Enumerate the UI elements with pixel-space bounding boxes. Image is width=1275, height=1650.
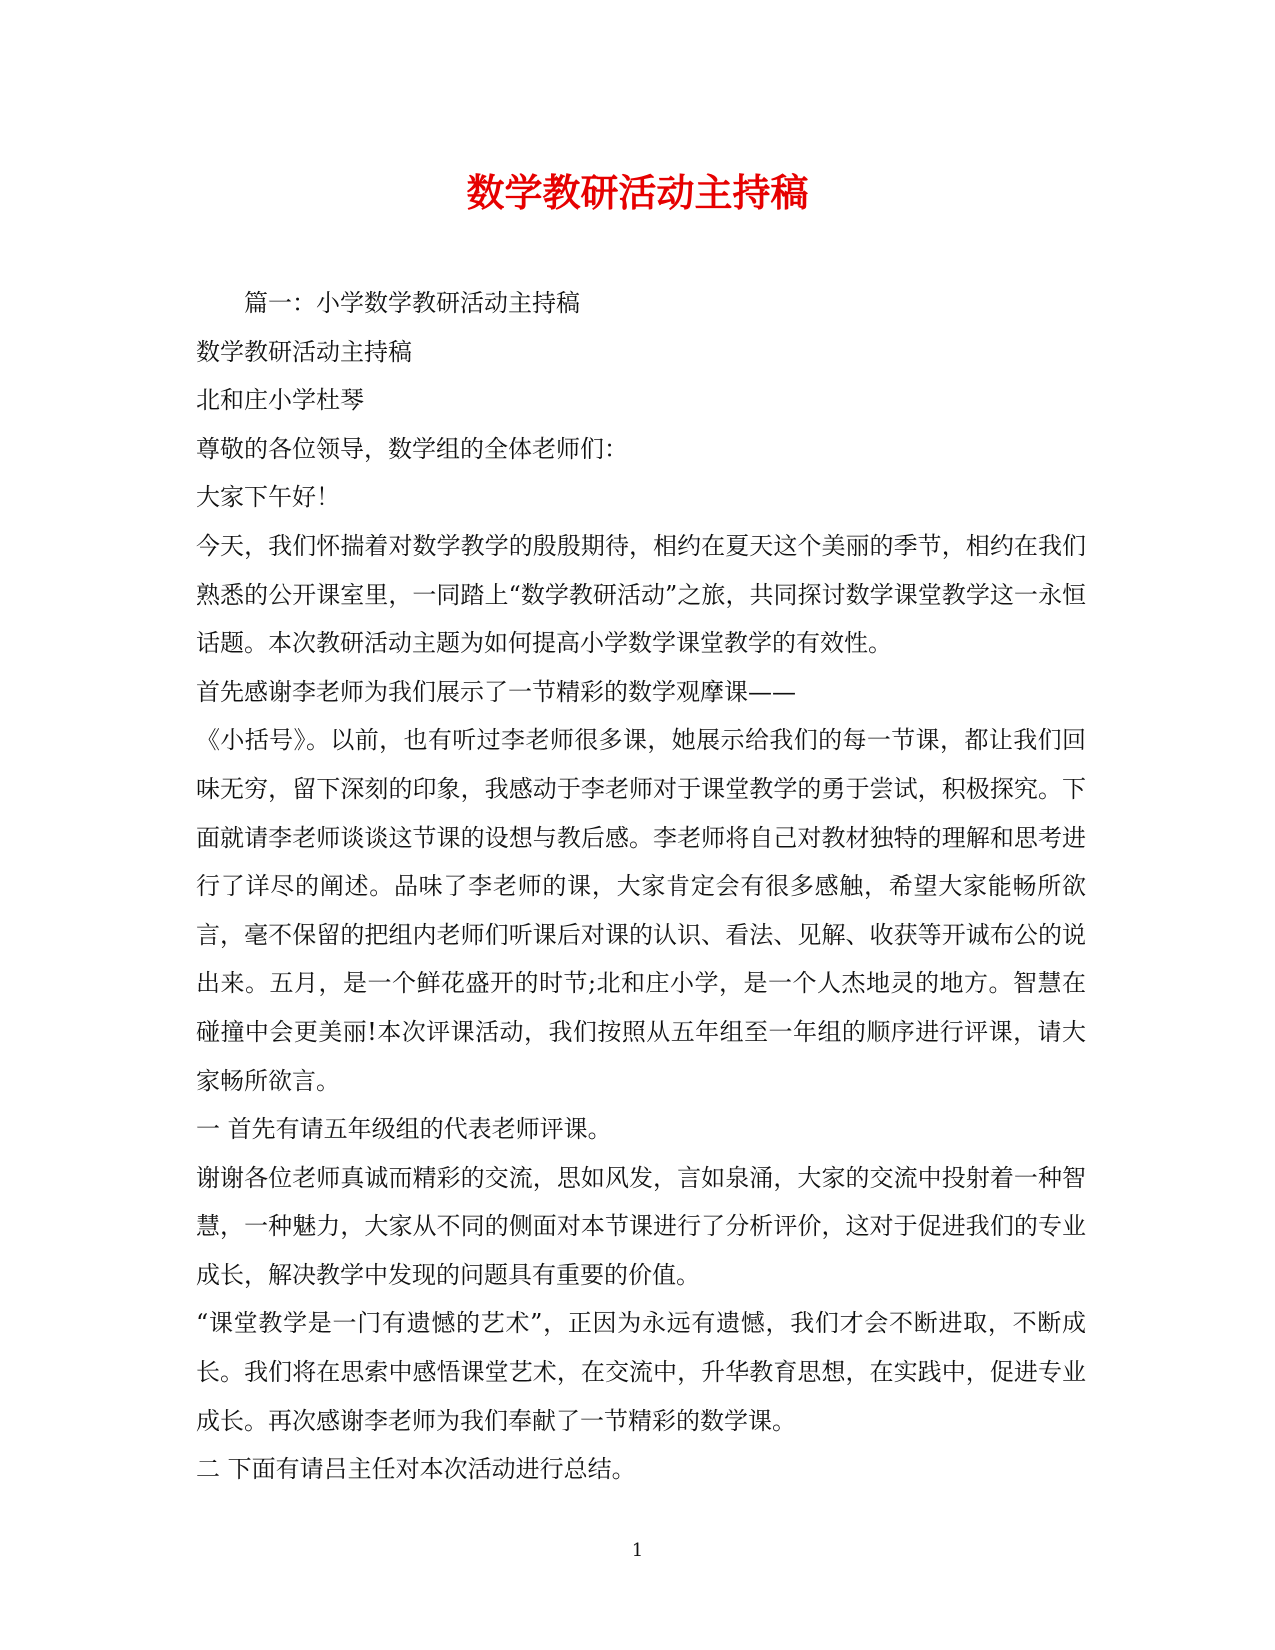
section-heading: 篇一：小学数学教研活动主持稿 — [244, 289, 580, 317]
salutation: 尊敬的各位领导，数学组的全体老师们： — [196, 434, 628, 463]
document-title: 数学教研活动主持稿 — [466, 170, 809, 215]
paragraph-thanks: 首先感谢李老师为我们展示了一节精彩的数学观摩课—— — [196, 677, 796, 706]
paragraph-appreciation: 谢谢各位老师真诚而精彩的交流，思如风发，言如泉涌，大家的交流中投射着一种智慧，一种魅力，大家从不同的侧面对本节课进行了分析评价，这对于促进我们的专业成长，解决教学中发现的问题具有重要的价值。 — [196, 1163, 1086, 1289]
paragraph-step-two: 二 下面有请吕主任对本次活动进行总结。 — [196, 1455, 636, 1484]
document-body — [196, 279, 1086, 1494]
paragraph-lesson: 《小括号》。以前，也有听过李老师很多课，她展示给我们的每一节课，都让我们回味无穷，留下深刻的印象，我感动于李老师对于课堂教学的勇于尝试，积极探究。下面就请李老师谈谈这节课的设想与教后感。李老师将自己对教材独特的理解和思考进行了详尽的阐述。品味了李老师的课，大家肯定会有很多感触，希望大家能畅所欲言，毫不保留的把组内老师们听课后对课的认识、看法、见解、收获等开诚布公的说出来。五月，是一个鲜花盛开的时节;北和庄小学，是一个人杰地灵的地方。智慧在碰撞中会更美丽!本次评课活动，我们按照从五年组至一年组的顺序进行评课，请大家畅所欲言。 — [196, 726, 1086, 1095]
author-line: 北和庄小学杜琴 — [196, 386, 364, 415]
paragraph-art: “课堂教学是一门有遗憾的艺术”，正因为永远有遗憾，我们才会不断进取，不断成长。我们将在思索中感悟课堂艺术，在交流中，升华教育思想，在实践中，促进专业成长。再次感谢李老师为我们奉献了一节精彩的数学课。 — [196, 1309, 1086, 1435]
sub-title: 数学教研活动主持稿 — [196, 337, 412, 366]
paragraph-opening: 今天，我们怀揣着对数学教学的殷殷期待，相约在夏天这个美丽的季节，相约在我们熟悉的公开课室里，一同踏上“数学教研活动”之旅，共同探讨数学课堂教学这一永恒话题。本次教研活动主题为如何提高小学数学课堂教学的有效性。 — [196, 531, 1086, 658]
greeting: 大家下午好！ — [196, 483, 340, 512]
page-number: 1 — [631, 1540, 644, 1561]
paragraph-step-one: 一 首先有请五年级组的代表老师评课。 — [196, 1115, 612, 1144]
